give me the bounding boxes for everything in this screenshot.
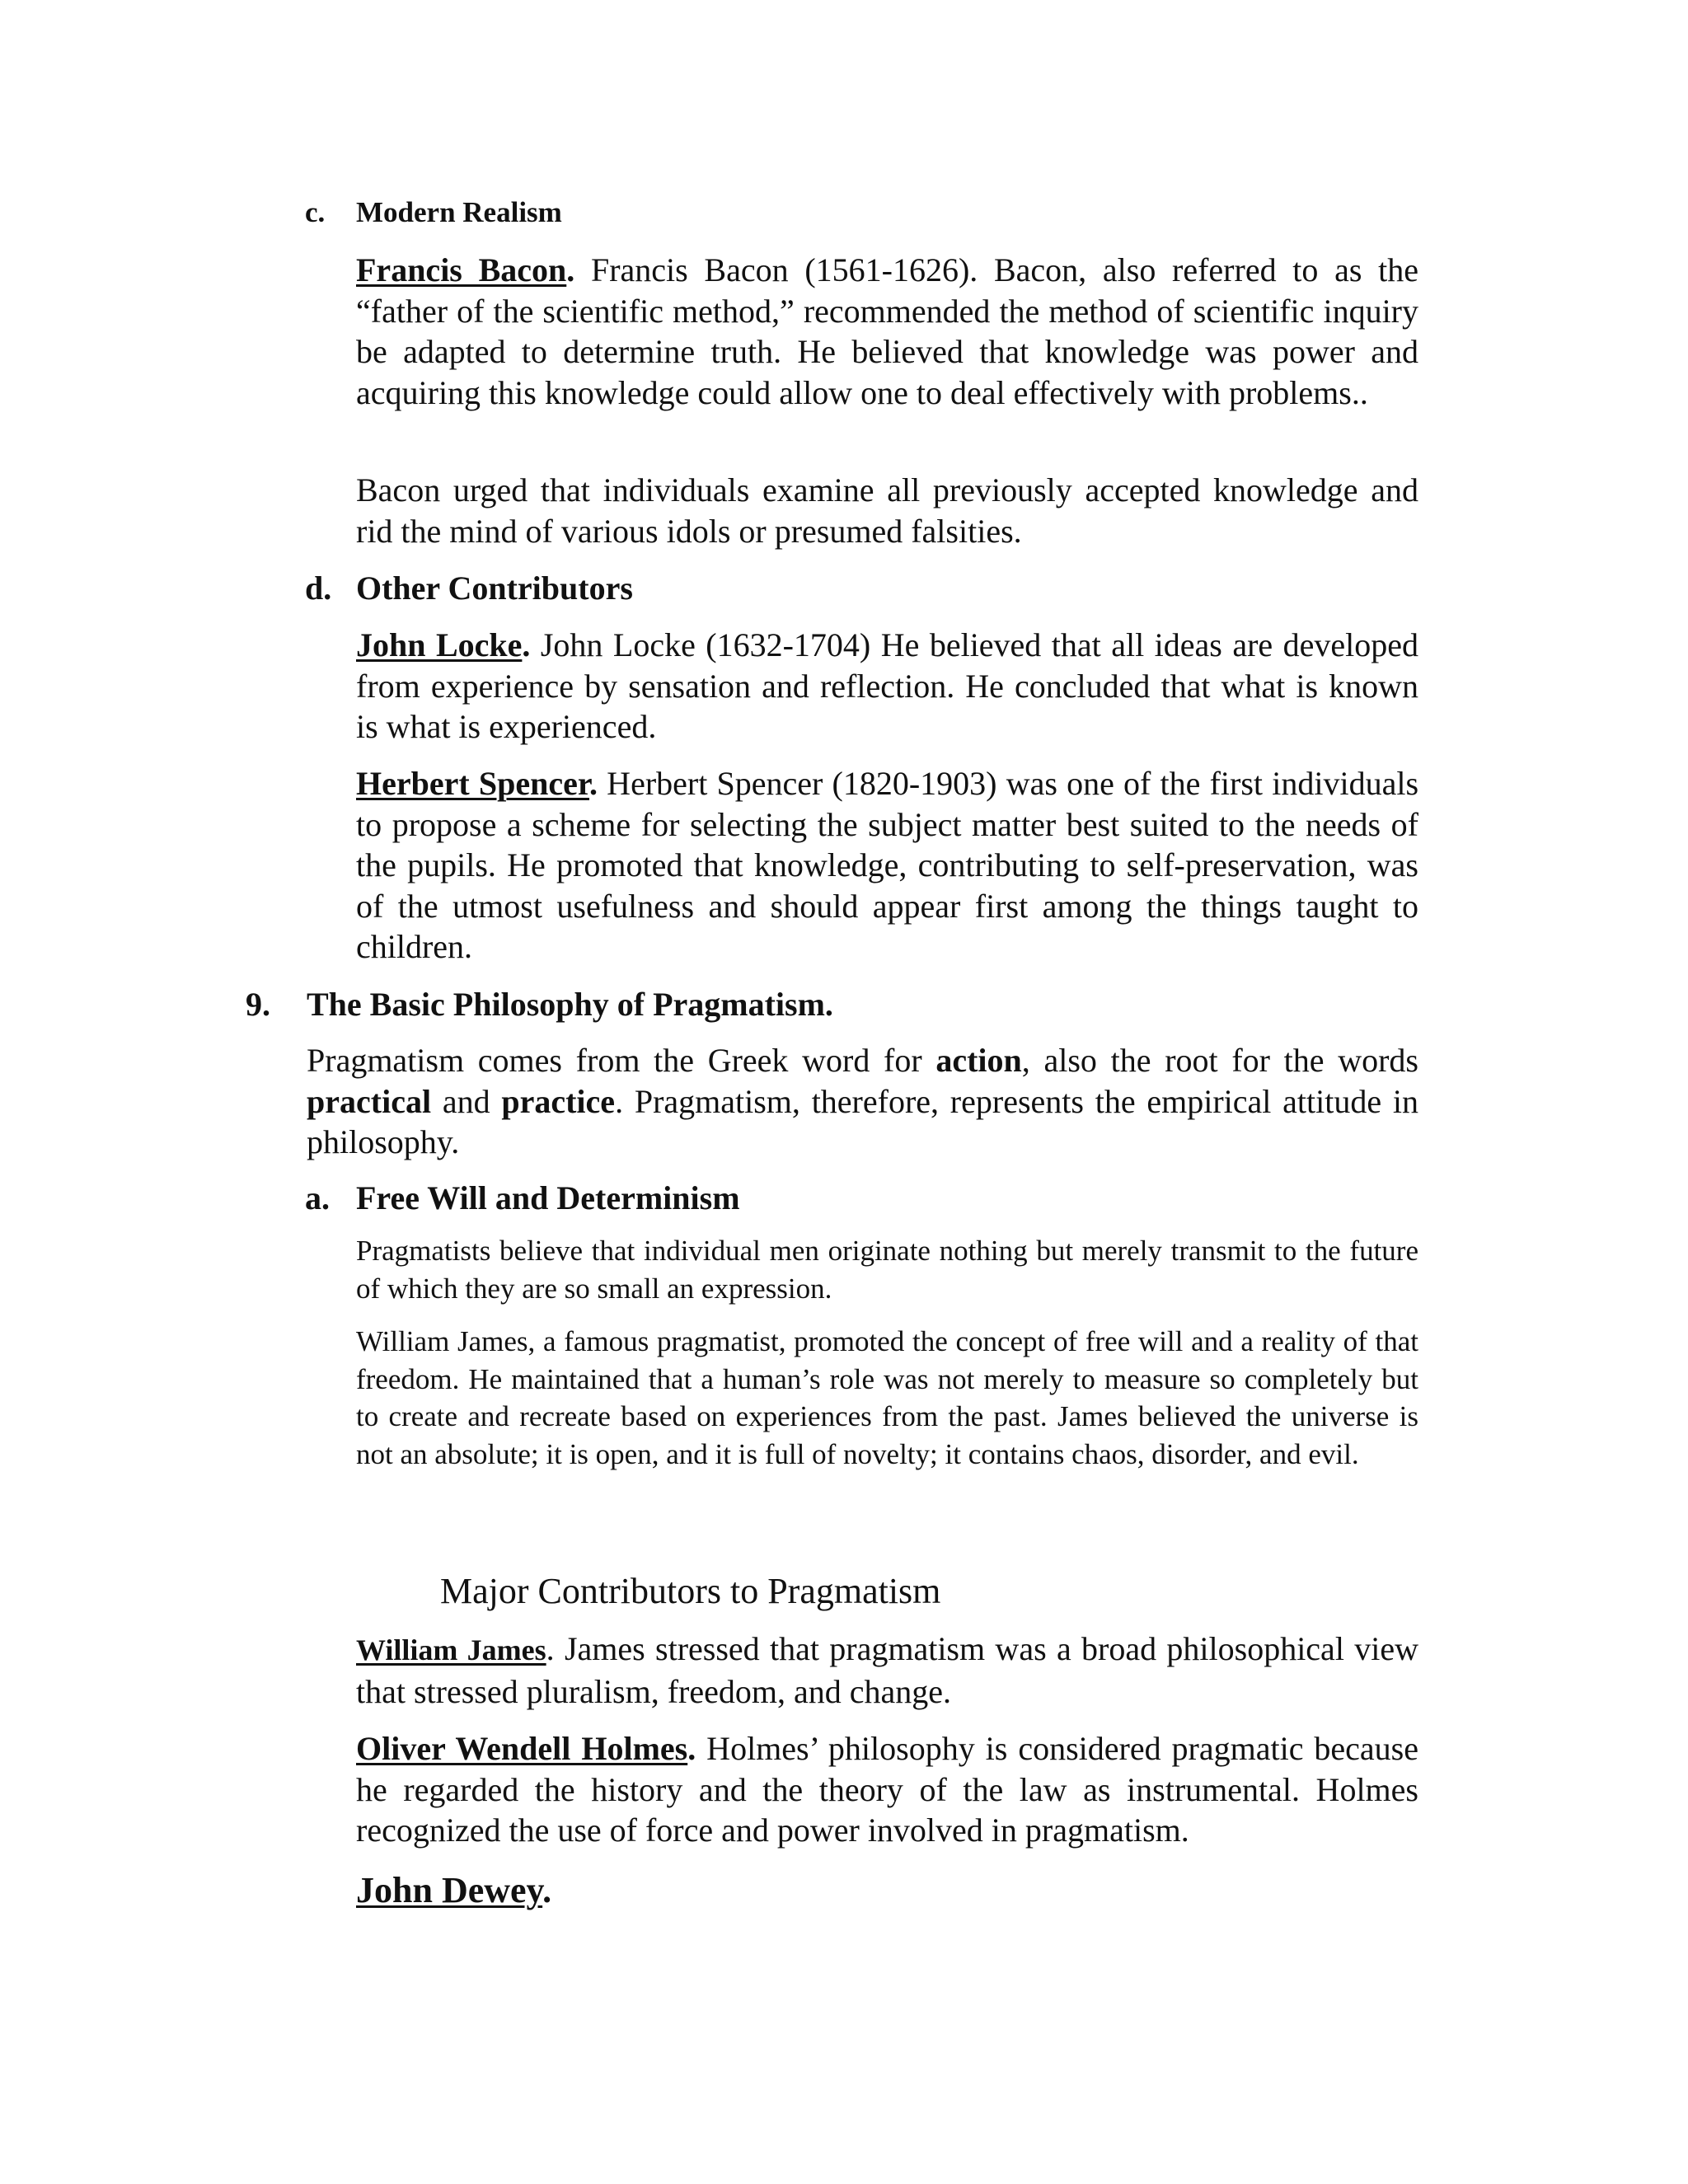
term-john-dewey: John Dewey	[356, 1870, 543, 1910]
subheading-free-will	[305, 1179, 740, 1217]
term-dot: .	[687, 1730, 696, 1767]
paragraph-text: Pragmatists believe that individual men originate nothing but merely transmit to the future of which they are so small an expression.	[356, 1235, 1418, 1305]
term-dot: .	[588, 765, 598, 802]
term-dot: .	[566, 251, 575, 288]
paragraph-text: William James, a famous pragmatist, promoted the concept of free will and a reality of that freedom. He maintained that a human’s role was not merely to measure so completely but to create and recreate based on experiences from the past. James believed the universe is not an absolute; it is open, and it is full of novelty; it contains chaos, disorder, and evil.	[356, 1325, 1418, 1470]
heading-pragmatism	[246, 985, 833, 1024]
paragraph-free-will-1	[356, 1232, 1418, 1307]
term-dot: .	[546, 1630, 555, 1667]
paragraph-text: and	[431, 1082, 502, 1120]
subheading-title: Modern Realism	[356, 196, 562, 228]
term-practical: practical	[307, 1082, 432, 1120]
paragraph-text: Herbert Spencer (1820-1903) was one of the first individuals to propose a scheme for selecting the subject matter best suited to the needs of the pupils. He promoted that knowledge, contributing to self-preservation, was of the utmost usefulness and should appear first among the things taught to children.	[356, 765, 1419, 965]
term-dot: .	[522, 626, 531, 663]
paragraph-oliver-wendell-holmes	[356, 1728, 1418, 1851]
subheading-modern-realism	[305, 196, 562, 229]
term-oliver-wendell-holmes: Oliver Wendell Holmes	[356, 1730, 688, 1767]
term-dot: .	[542, 1870, 552, 1910]
subheading-title: Other Contributors	[356, 569, 633, 607]
paragraph-text: James stressed that pragmatism was a broad philosophical view that stressed pluralism, freedom, and change.	[356, 1630, 1418, 1710]
paragraph-john-dewey	[356, 1869, 551, 1911]
heading-title: Major Contributors to Pragmatism	[440, 1571, 941, 1611]
term-francis-bacon: Francis Bacon	[356, 251, 567, 288]
paragraph-text: . Pragmatism, therefore, represents the empirical attitude in philosophy.	[307, 1082, 1418, 1160]
paragraph-text: Holmes’ philosophy is considered pragmatic because he regarded the history and the theory of the law as instrumental. Holmes recognized the use of force and power involved in pragmatism.	[356, 1730, 1418, 1849]
term-herbert-spencer: Herbert Spencer	[356, 765, 589, 802]
paragraph-pragmatism-intro	[307, 1040, 1418, 1163]
paragraph-text: , also the root for the words	[1021, 1042, 1419, 1079]
paragraph-text: Francis Bacon (1561-1626). Bacon, also referred to as the “father of the scientific method,” recommended the method of scientific inquiry be adapted to determine truth. He believed that knowledge was power and acquiring this knowledge could allow one to deal effectively with problems..	[356, 251, 1419, 411]
term-john-locke: John Locke	[356, 626, 523, 663]
term-action: action	[935, 1042, 1022, 1079]
subheading-other-contributors	[305, 569, 633, 607]
subheading-marker: d.	[305, 569, 332, 607]
paragraph-free-will-2	[356, 1323, 1418, 1473]
paragraph-william-james	[356, 1629, 1418, 1712]
paragraph-bacon-idols	[356, 470, 1418, 551]
heading-title: The Basic Philosophy of Pragmatism.	[307, 986, 833, 1023]
heading-number: 9.	[246, 986, 270, 1023]
paragraph-text: John Locke (1632-1704) He believed that all ideas are developed from experience by sensation and reflection. He concluded that what is known is what is experienced.	[356, 626, 1418, 745]
paragraph-herbert-spencer	[356, 763, 1418, 968]
term-practice: practice	[501, 1082, 616, 1120]
paragraph-john-locke	[356, 625, 1418, 748]
subheading-title: Free Will and Determinism	[356, 1179, 740, 1216]
term-william-james: William James	[356, 1633, 546, 1666]
subheading-marker: c.	[305, 196, 326, 228]
subheading-marker: a.	[305, 1179, 330, 1216]
paragraph-francis-bacon	[356, 250, 1418, 413]
heading-major-contributors	[440, 1570, 940, 1612]
paragraph-text: Pragmatism comes from the Greek word for	[307, 1042, 936, 1079]
paragraph-text: Bacon urged that individuals examine all previously accepted knowledge and rid the mind of various idols or presumed falsities.	[356, 471, 1418, 550]
